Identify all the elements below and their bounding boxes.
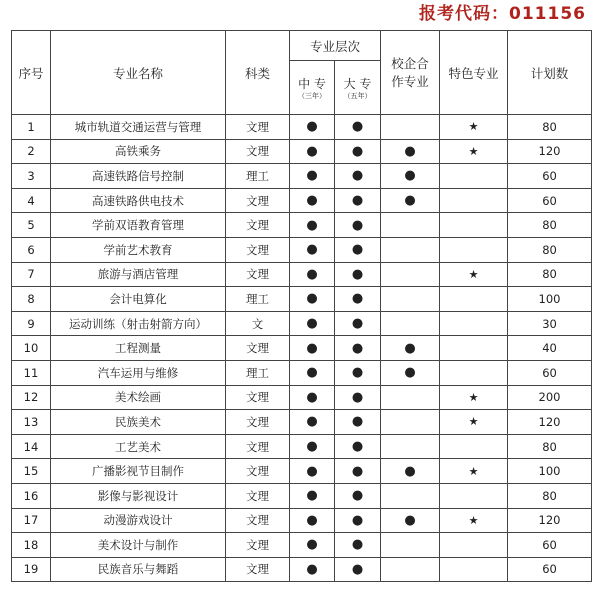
row-school-enterprise [381, 213, 440, 238]
row-category: 文理 [226, 483, 290, 508]
row-name: 工程测量 [51, 336, 226, 361]
row-featured [440, 188, 508, 213]
row-no: 8 [12, 287, 51, 312]
row-category: 文理 [226, 188, 290, 213]
row-school-enterprise [381, 311, 440, 336]
row-level-dz: ● [335, 459, 381, 484]
row-level-zz: ● [290, 434, 335, 459]
row-featured [440, 311, 508, 336]
row-plan: 80 [508, 483, 592, 508]
row-no: 3 [12, 164, 51, 189]
row-level-zz: ● [290, 188, 335, 213]
row-level-zz: ● [290, 164, 335, 189]
row-name: 工艺美术 [51, 434, 226, 459]
table-row [12, 533, 592, 558]
row-name: 高速铁路供电技术 [51, 188, 226, 213]
row-level-dz: ● [335, 262, 381, 287]
row-level-zz: ● [290, 115, 335, 140]
row-level-dz: ● [335, 336, 381, 361]
level-dz-label: 大 专 [343, 77, 372, 91]
row-name: 民族音乐与舞蹈 [51, 557, 226, 582]
row-plan: 80 [508, 434, 592, 459]
row-name: 影像与影视设计 [51, 483, 226, 508]
row-category: 文理 [226, 262, 290, 287]
row-featured [440, 336, 508, 361]
row-school-enterprise: ● [381, 508, 440, 533]
row-level-dz: ● [335, 188, 381, 213]
table-row [12, 459, 592, 484]
enrollment-code: 报考代码：011156 [419, 4, 586, 24]
row-no: 17 [12, 508, 51, 533]
row-name: 学前艺术教育 [51, 237, 226, 262]
row-school-enterprise [381, 533, 440, 558]
header-no: 序号 [12, 31, 51, 115]
row-school-enterprise: ● [381, 139, 440, 164]
table-row [12, 164, 592, 189]
row-school-enterprise [381, 237, 440, 262]
row-category: 文理 [226, 385, 290, 410]
row-no: 13 [12, 410, 51, 435]
row-plan: 80 [508, 115, 592, 140]
row-school-enterprise [381, 287, 440, 312]
row-no: 2 [12, 139, 51, 164]
row-category: 理工 [226, 360, 290, 385]
row-school-enterprise [381, 115, 440, 140]
row-level-dz: ● [335, 557, 381, 582]
row-school-enterprise [381, 557, 440, 582]
table-row [12, 237, 592, 262]
row-level-dz: ● [335, 213, 381, 238]
row-plan: 60 [508, 188, 592, 213]
level-dz-years: （五年） [343, 92, 372, 100]
row-category: 文 [226, 311, 290, 336]
row-school-enterprise [381, 483, 440, 508]
row-name: 学前双语教育管理 [51, 213, 226, 238]
header-category: 科类 [226, 31, 290, 115]
table-row [12, 139, 592, 164]
row-plan: 120 [508, 508, 592, 533]
row-featured [440, 213, 508, 238]
row-no: 1 [12, 115, 51, 140]
row-category: 文理 [226, 237, 290, 262]
row-level-dz: ● [335, 237, 381, 262]
header-featured: 特色专业 [440, 31, 508, 115]
row-plan: 80 [508, 237, 592, 262]
majors-table [11, 30, 592, 582]
row-category: 文理 [226, 213, 290, 238]
row-level-dz: ● [335, 311, 381, 336]
table-row [12, 360, 592, 385]
row-school-enterprise: ● [381, 360, 440, 385]
row-featured [440, 483, 508, 508]
row-plan: 100 [508, 287, 592, 312]
table-row [12, 188, 592, 213]
row-level-dz: ● [335, 533, 381, 558]
row-level-dz: ● [335, 360, 381, 385]
row-name: 高速铁路信号控制 [51, 164, 226, 189]
row-featured: ★ [440, 459, 508, 484]
row-name: 汽车运用与维修 [51, 360, 226, 385]
row-level-zz: ● [290, 385, 335, 410]
row-category: 文理 [226, 459, 290, 484]
row-level-zz: ● [290, 483, 335, 508]
row-no: 4 [12, 188, 51, 213]
row-featured [440, 360, 508, 385]
header-plan: 计划数 [508, 31, 592, 115]
row-level-zz: ● [290, 410, 335, 435]
row-level-zz: ● [290, 360, 335, 385]
row-name: 动漫游戏设计 [51, 508, 226, 533]
row-no: 15 [12, 459, 51, 484]
row-no: 5 [12, 213, 51, 238]
header-level-dz [335, 61, 381, 115]
table-row [12, 287, 592, 312]
header-school-enterprise [381, 31, 440, 115]
row-category: 文理 [226, 115, 290, 140]
row-plan: 80 [508, 262, 592, 287]
table-row [12, 434, 592, 459]
row-featured [440, 237, 508, 262]
row-school-enterprise [381, 262, 440, 287]
row-school-enterprise: ● [381, 336, 440, 361]
row-name: 会计电算化 [51, 287, 226, 312]
row-level-zz: ● [290, 139, 335, 164]
row-category: 文理 [226, 508, 290, 533]
row-name: 城市轨道交通运营与管理 [51, 115, 226, 140]
row-plan: 120 [508, 139, 592, 164]
row-level-dz: ● [335, 483, 381, 508]
row-plan: 60 [508, 360, 592, 385]
row-featured [440, 434, 508, 459]
row-no: 19 [12, 557, 51, 582]
row-level-zz: ● [290, 287, 335, 312]
row-no: 11 [12, 360, 51, 385]
row-featured: ★ [440, 139, 508, 164]
row-no: 18 [12, 533, 51, 558]
row-level-zz: ● [290, 557, 335, 582]
row-level-dz: ● [335, 287, 381, 312]
row-level-zz: ● [290, 311, 335, 336]
table-row [12, 385, 592, 410]
row-school-enterprise [381, 385, 440, 410]
row-featured [440, 533, 508, 558]
row-category: 文理 [226, 533, 290, 558]
table-row [12, 213, 592, 238]
row-featured: ★ [440, 385, 508, 410]
row-level-dz: ● [335, 410, 381, 435]
table-row [12, 115, 592, 140]
row-level-zz: ● [290, 262, 335, 287]
row-no: 10 [12, 336, 51, 361]
row-school-enterprise: ● [381, 459, 440, 484]
row-name: 美术绘画 [51, 385, 226, 410]
header-level-zz [290, 61, 335, 115]
table-row [12, 557, 592, 582]
row-category: 文理 [226, 139, 290, 164]
row-name: 广播影视节目制作 [51, 459, 226, 484]
row-name: 美术设计与制作 [51, 533, 226, 558]
table-row [12, 336, 592, 361]
row-featured: ★ [440, 115, 508, 140]
row-plan: 80 [508, 213, 592, 238]
row-featured: ★ [440, 508, 508, 533]
row-level-dz: ● [335, 139, 381, 164]
row-no: 12 [12, 385, 51, 410]
row-level-zz: ● [290, 336, 335, 361]
row-category: 理工 [226, 287, 290, 312]
table-row [12, 311, 592, 336]
row-featured [440, 557, 508, 582]
row-plan: 200 [508, 385, 592, 410]
row-category: 文理 [226, 557, 290, 582]
row-plan: 60 [508, 533, 592, 558]
row-no: 14 [12, 434, 51, 459]
header-school-enterprise-label: 校企合作专业 [391, 55, 429, 89]
header-name: 专业名称 [51, 31, 226, 115]
row-school-enterprise: ● [381, 164, 440, 189]
row-school-enterprise [381, 410, 440, 435]
header-level: 专业层次 [290, 31, 381, 61]
row-featured: ★ [440, 262, 508, 287]
row-plan: 40 [508, 336, 592, 361]
row-school-enterprise [381, 434, 440, 459]
row-category: 文理 [226, 434, 290, 459]
row-plan: 100 [508, 459, 592, 484]
row-plan: 60 [508, 164, 592, 189]
row-level-zz: ● [290, 533, 335, 558]
row-name: 高铁乘务 [51, 139, 226, 164]
row-name: 旅游与酒店管理 [51, 262, 226, 287]
row-school-enterprise: ● [381, 188, 440, 213]
row-no: 16 [12, 483, 51, 508]
row-featured [440, 287, 508, 312]
row-plan: 120 [508, 410, 592, 435]
row-name: 民族美术 [51, 410, 226, 435]
table-row [12, 410, 592, 435]
row-category: 理工 [226, 164, 290, 189]
row-category: 文理 [226, 336, 290, 361]
row-category: 文理 [226, 410, 290, 435]
row-level-dz: ● [335, 164, 381, 189]
row-featured [440, 164, 508, 189]
row-no: 9 [12, 311, 51, 336]
row-plan: 60 [508, 557, 592, 582]
row-level-zz: ● [290, 213, 335, 238]
level-zz-label: 中 专 [298, 77, 326, 91]
row-no: 6 [12, 237, 51, 262]
row-name: 运动训练（射击射箭方向） [51, 311, 226, 336]
row-featured: ★ [440, 410, 508, 435]
level-zz-years: （三年） [298, 92, 326, 100]
table-row [12, 508, 592, 533]
row-level-dz: ● [335, 508, 381, 533]
table-row [12, 262, 592, 287]
row-level-dz: ● [335, 385, 381, 410]
table-row [12, 483, 592, 508]
row-plan: 30 [508, 311, 592, 336]
row-level-zz: ● [290, 237, 335, 262]
row-level-zz: ● [290, 459, 335, 484]
row-no: 7 [12, 262, 51, 287]
row-level-dz: ● [335, 115, 381, 140]
row-level-dz: ● [335, 434, 381, 459]
row-level-zz: ● [290, 508, 335, 533]
